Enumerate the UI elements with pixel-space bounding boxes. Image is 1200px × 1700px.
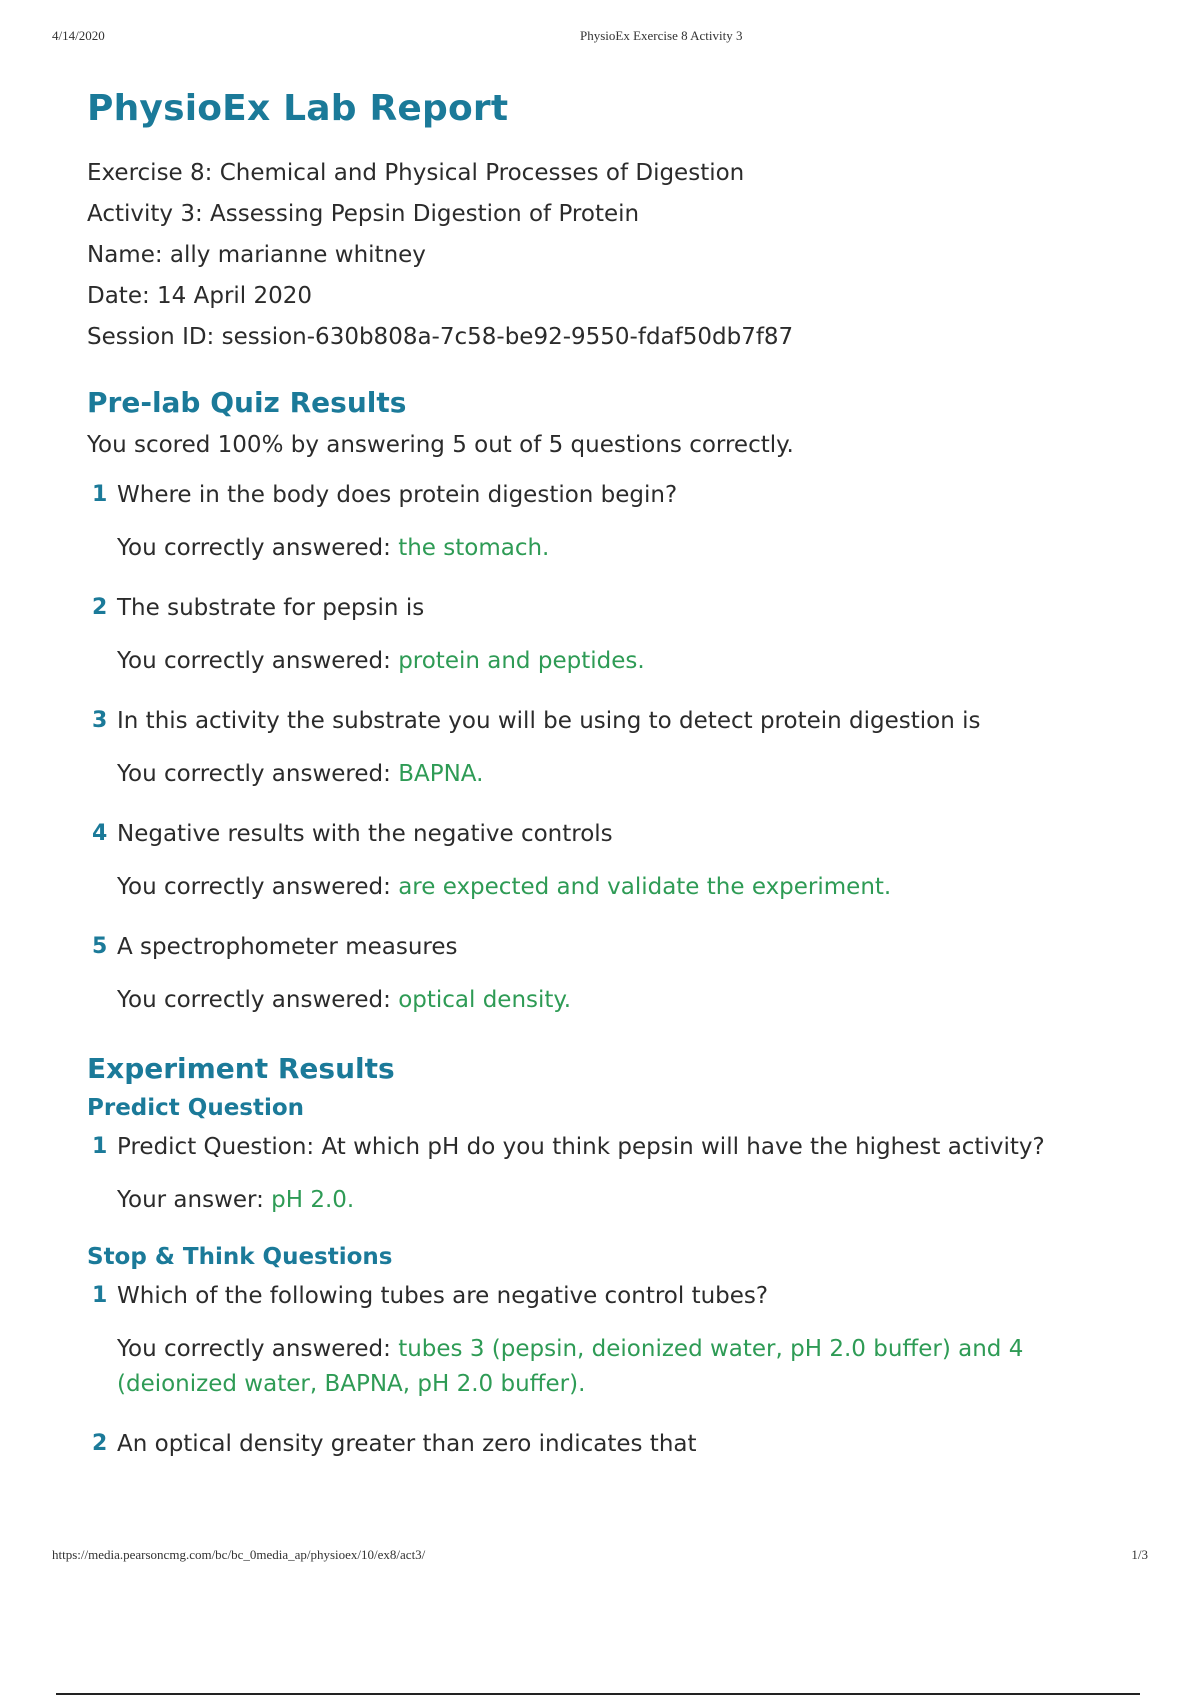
report-date: Date: 14 April 2020 [87, 283, 313, 309]
predict-question-title: Predict Question [87, 1095, 305, 1121]
question-number: 1 [92, 1134, 108, 1159]
predict-question-1 [87, 1131, 1137, 1218]
prelab-question-4 [87, 818, 1137, 905]
answer-value: BAPNA. [398, 761, 484, 787]
question-number: 1 [92, 482, 108, 507]
prelab-question-1 [87, 479, 1137, 566]
prelab-question-2 [87, 592, 1137, 679]
stop-think-question-1 [87, 1280, 1137, 1402]
activity-line: Activity 3: Assessing Pepsin Digestion of Protein [87, 201, 640, 227]
stop-think-title: Stop & Think Questions [87, 1244, 393, 1270]
question-text: Negative results with the negative controls [117, 821, 613, 847]
prelab-score: You scored 100% by answering 5 out of 5 questions correctly. [87, 432, 794, 458]
stop-think-question-2 [87, 1428, 1137, 1460]
answer-line [117, 531, 1137, 566]
question-number: 3 [92, 708, 108, 733]
answer-value: pH 2.0. [271, 1187, 355, 1213]
report-title: PhysioEx Lab Report [87, 88, 509, 129]
print-page-title: PhysioEx Exercise 8 Activity 3 [580, 28, 743, 43]
question-text: Which of the following tubes are negative control tubes? [117, 1283, 769, 1309]
page-number: 1/3 [1131, 1547, 1148, 1562]
prelab-question-5 [87, 931, 1137, 1018]
question-number: 2 [92, 595, 108, 620]
question-text: Where in the body does protein digestion begin? [117, 482, 678, 508]
session-id: Session ID: session-630b808a-7c58-be92-9550-fdaf50db7f87 [87, 324, 794, 350]
answer-prefix: You correctly answered: [117, 535, 391, 561]
answer-prefix: You correctly answered: [117, 874, 391, 900]
answer-prefix: You correctly answered: [117, 987, 391, 1013]
answer-value: the stomach. [398, 535, 550, 561]
print-header [52, 28, 1148, 48]
question-number: 2 [92, 1431, 108, 1456]
answer-prefix: Your answer: [117, 1187, 264, 1213]
answer-line [117, 1183, 1137, 1218]
question-text: In this activity the substrate you will be using to detect protein digestion is [117, 708, 981, 734]
question-text: Predict Question: At which pH do you think pepsin will have the highest activity? [117, 1134, 1045, 1160]
print-footer [52, 1547, 1148, 1567]
answer-prefix: You correctly answered: [117, 648, 391, 674]
page-url: https://media.pearsoncmg.com/bc/bc_0media_ap/physioex/10/ex8/act3/ [52, 1547, 426, 1562]
question-text: The substrate for pepsin is [117, 595, 425, 621]
student-name: Name: ally marianne whitney [87, 242, 426, 268]
answer-line [117, 870, 1137, 905]
page-divider [56, 1693, 1140, 1695]
answer-prefix: You correctly answered: [117, 761, 391, 787]
question-number: 5 [92, 934, 108, 959]
exercise-line: Exercise 8: Chemical and Physical Processes of Digestion [87, 160, 745, 186]
prelab-section-title: Pre-lab Quiz Results [87, 386, 407, 419]
question-text: A spectrophometer measures [117, 934, 458, 960]
answer-value: tubes 3 (pepsin, deionized water, pH 2.0 buffer) and 4 (deionized water, BAPNA, pH 2.0 buffer). [117, 1336, 1024, 1397]
experiment-section-title: Experiment Results [87, 1052, 395, 1085]
answer-line [117, 757, 1137, 792]
answer-prefix: You correctly answered: [117, 1336, 391, 1362]
answer-line [117, 1332, 1137, 1402]
answer-value: are expected and validate the experiment. [398, 874, 892, 900]
answer-value: optical density. [398, 987, 572, 1013]
answer-line [117, 983, 1137, 1018]
question-text: An optical density greater than zero indicates that [117, 1431, 697, 1457]
question-number: 1 [92, 1283, 108, 1308]
answer-line [117, 644, 1137, 679]
answer-value: protein and peptides. [398, 648, 645, 674]
print-date: 4/14/2020 [52, 28, 105, 43]
question-number: 4 [92, 821, 108, 846]
report-content [87, 88, 1137, 1486]
prelab-question-3 [87, 705, 1137, 792]
